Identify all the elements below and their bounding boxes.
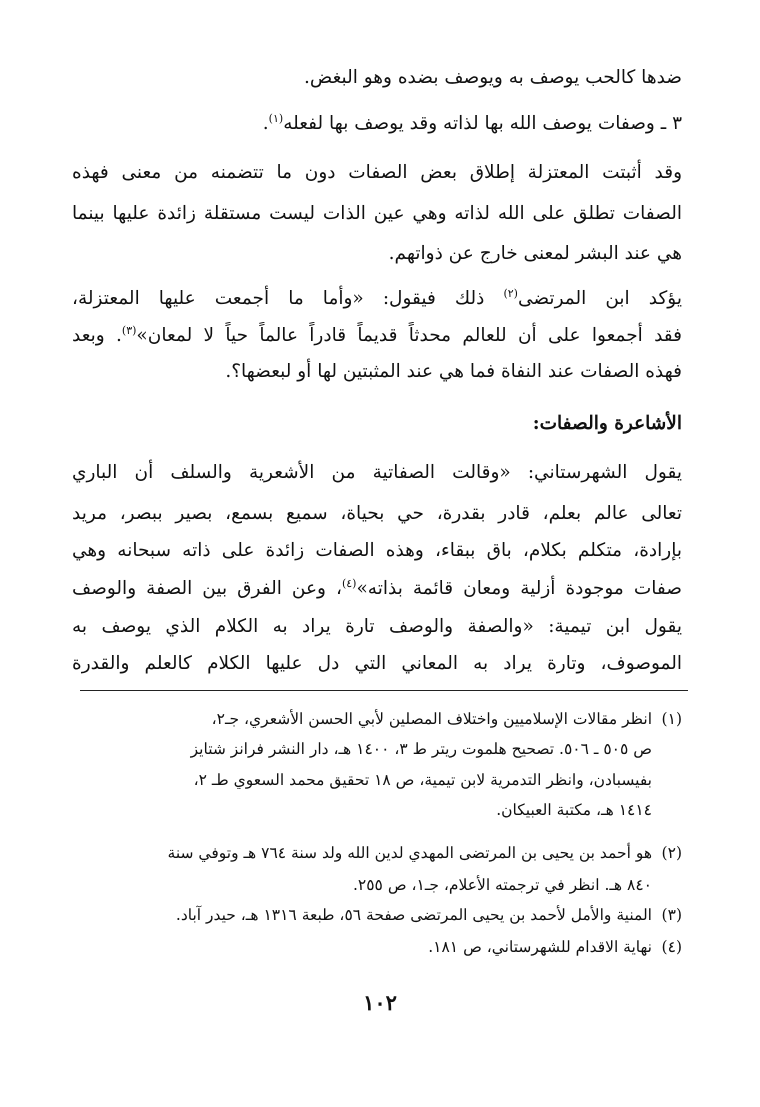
body-line-10: تعالى عالم بعلم، قادر بقدرة، حي بحياة، سميع بسمع، بصير ببصر، مريد bbox=[72, 503, 682, 524]
footnote-ref-3: (٣) bbox=[121, 323, 137, 337]
footnote-1: (١)انظر مقالات الإسلاميين واختلاف المصلين لأبي الحسن الأشعري، جـ٢، bbox=[211, 710, 682, 728]
body-line-7: فقد أجمعوا على أن للعالم محدثاً قديماً قادراً عالماً حياً لا لمعان»$^{(٣)}$. وبعد bbox=[72, 323, 682, 346]
footnote-1-line-2: ص ٥٠٥ ـ ٥٠٦. تصحيح هلموت ريتر ط ٣، ١٤٠٠ هـ، دار النشر فرانز شتايز bbox=[190, 740, 652, 758]
body-line-11: بإرادة، متكلم بكلام، باق ببقاء، وهذه الصفات زائدة على ذاته سبحانه وهي bbox=[72, 540, 682, 561]
section-heading: الأشاعرة والصفات: bbox=[532, 413, 682, 434]
footnote-ref-4: (٤) bbox=[341, 576, 357, 590]
body-line-13: يقول ابن تيمية: «والصفة والوصف تارة يراد به الكلام الذي يوصف به bbox=[72, 616, 682, 637]
footnote-divider bbox=[80, 690, 688, 691]
body-line-4: الصفات تطلق على الله لذاته وهي عين الذات ليست مستقلة زائدة عليها بينما bbox=[72, 203, 682, 224]
footnote-1-line-3: بفيسبادن، وانظر التدمرية لابن تيمية، ص ١٨ تحقيق محمد السعوي طـ ٢، bbox=[193, 771, 652, 789]
footnote-2: (٢)هو أحمد بن يحيى بن المرتضى المهدي لدين الله ولد سنة ٧٦٤ هـ وتوفي سنة bbox=[167, 844, 682, 862]
body-line-14: الموصوف، وتارة يراد به المعاني التي دل عليها الكلام كالعلم والقدرة bbox=[72, 653, 682, 674]
footnote-1-line-4: ١٤١٤ هـ، مكتبة العبيكان. bbox=[496, 801, 652, 819]
body-line-8: فهذه الصفات عند النفاة فما هي عند المثبتين لها أو لبعضها؟. bbox=[225, 361, 682, 382]
footnote-2-line-2: ٨٤٠ هـ. انظر في ترجمته الأعلام، جـ١، ص ٢٥٥. bbox=[352, 876, 652, 894]
footnote-ref-1: (١) bbox=[268, 111, 284, 125]
body-line-1: ضدها كالحب يوصف به ويوصف بضده وهو البغض. bbox=[304, 67, 682, 88]
body-line-2: ٣ ـ وصفات يوصف الله بها لذاته وقد يوصف بها لفعله$^{(١)}$. bbox=[262, 111, 682, 134]
footnote-4: (٤)نهاية الاقدام للشهرستاني، ص ١٨١. bbox=[428, 938, 682, 956]
page-number: ١٠٢ bbox=[363, 990, 397, 1015]
body-line-6: يؤكد ابن المرتضى$^{(٢)}$ ذلك فيقول: «وأما ما أجمعت عليها المعتزلة، bbox=[72, 286, 682, 309]
body-line-5: هي عند البشر لمعنى خارج عن ذواتهم. bbox=[388, 243, 682, 264]
body-line-12: صفات موجودة أزلية ومعان قائمة بذاته»$^{(٤)}$، وعن الفرق بين الصفة والوصف bbox=[72, 576, 682, 599]
body-line-9: يقول الشهرستاني: «وقالت الصفاتية من الأشعرية والسلف أن الباري bbox=[72, 462, 682, 483]
body-line-3: وقد أثبتت المعتزلة إطلاق بعض الصفات دون ما تتضمنه من معنى فهذه bbox=[72, 162, 682, 183]
footnote-ref-2: (٢) bbox=[503, 286, 518, 300]
footnote-3: (٣)المنية والأمل لأحمد بن يحيى المرتضى صفحة ٥٦، طبعة ١٣١٦ هـ، حيدر آباد. bbox=[175, 906, 682, 924]
